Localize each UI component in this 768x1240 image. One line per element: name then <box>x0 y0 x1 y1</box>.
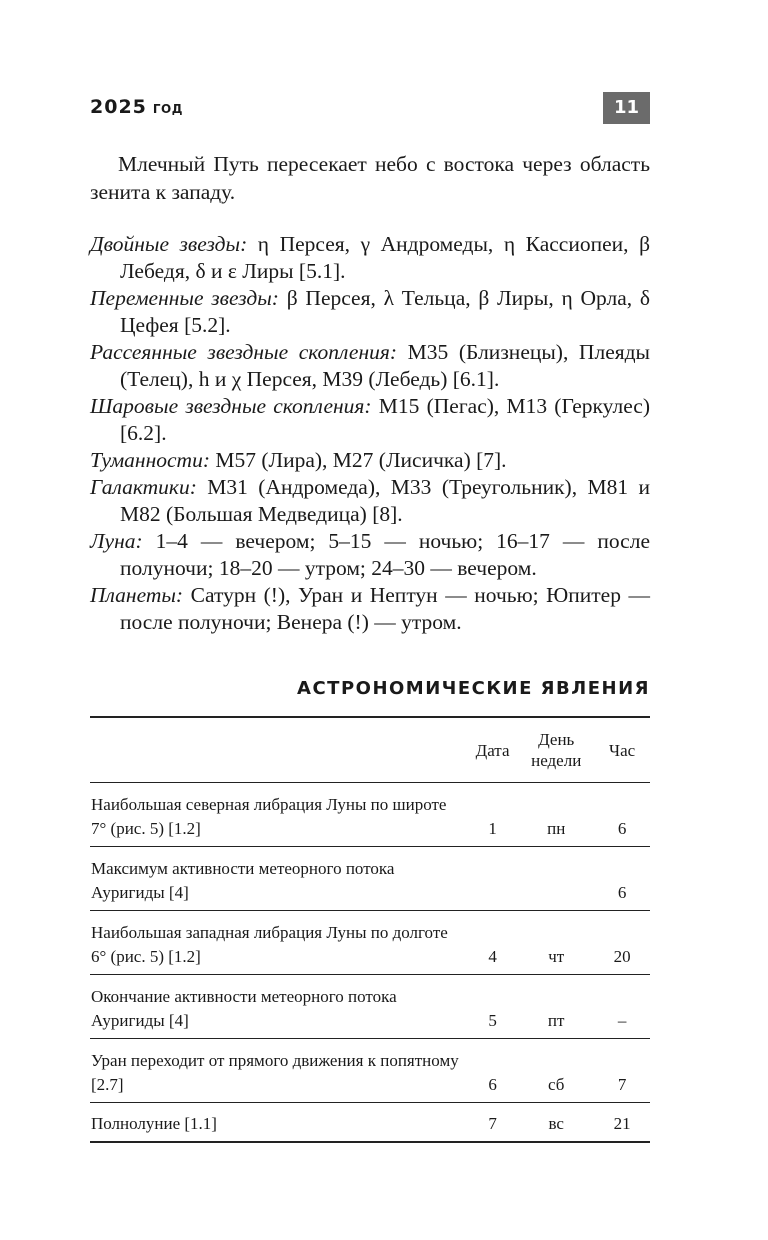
hour-cell: 21 <box>594 1103 650 1143</box>
running-header <box>90 96 183 118</box>
date-cell <box>467 847 518 911</box>
table-header-row <box>90 717 650 783</box>
table-row <box>90 911 650 975</box>
object-item-open-clusters <box>90 339 650 393</box>
event-cell: Наибольшая западная либрация Луны по долготе 6° (рис. 5) [1.2] <box>90 911 467 975</box>
event-cell: Наибольшая северная либрация Луны по широте 7° (рис. 5) [1.2] <box>90 783 467 847</box>
object-item-variable-stars <box>90 285 650 339</box>
event-cell: Уран переходит от прямого движения к попятному [2.7] <box>90 1039 467 1103</box>
section-title: АСТРОНОМИЧЕСКИЕ ЯВЛЕНИЯ <box>297 678 650 699</box>
day-of-week-cell: пн <box>518 783 594 847</box>
object-label: Переменные звезды: <box>90 286 279 310</box>
header-date: Дата <box>467 717 518 783</box>
object-label: Галактики: <box>90 475 197 499</box>
hour-cell: 7 <box>594 1039 650 1103</box>
events-table <box>90 716 650 1143</box>
header-year: 2025 <box>90 96 147 118</box>
page-number: 11 <box>603 92 650 124</box>
table-row <box>90 847 650 911</box>
day-of-week-cell: пт <box>518 975 594 1039</box>
object-text: β Персея, λ Тельца, β Лиры, η Орла, δ Цефея [5.2]. <box>120 286 650 337</box>
table-row <box>90 783 650 847</box>
object-item-double-stars <box>90 231 650 285</box>
object-label: Шаровые звездные скопления: <box>90 394 372 418</box>
object-label: Планеты: <box>90 583 184 607</box>
object-text: М35 (Близнецы), Плеяды (Телец), h и χ Персея, М39 (Лебедь) [6.1]. <box>120 340 651 391</box>
event-cell: Окончание активности метеорного потока Ауригиды [4] <box>90 975 467 1039</box>
object-label: Рассеянные звездные скопления: <box>90 340 398 364</box>
table-row <box>90 975 650 1039</box>
hour-cell: 6 <box>594 847 650 911</box>
table-row <box>90 1103 650 1143</box>
intro-paragraph: Млечный Путь пересекает небо с востока через область зенита к западу. <box>90 152 650 204</box>
day-of-week-cell <box>518 847 594 911</box>
object-text: М31 (Андромеда), М33 (Треугольник), М81 и М82 (Большая Медведица) [8]. <box>120 475 651 526</box>
object-text: М57 (Лира), М27 (Лисичка) [7]. <box>215 448 507 472</box>
event-cell: Максимум активности метеорного потока Ауригиды [4] <box>90 847 467 911</box>
date-cell: 4 <box>467 911 518 975</box>
object-text: М15 (Пегас), М13 (Геркулес) [6.2]. <box>120 394 651 445</box>
object-label: Двойные звезды: <box>90 232 248 256</box>
object-item-planets <box>90 582 650 636</box>
object-label: Луна: <box>90 529 143 553</box>
event-cell: Полнолуние [1.1] <box>90 1103 467 1143</box>
day-of-week-cell: сб <box>518 1039 594 1103</box>
hour-cell: 6 <box>594 783 650 847</box>
date-cell: 7 <box>467 1103 518 1143</box>
date-cell: 5 <box>467 975 518 1039</box>
day-of-week-cell: чт <box>518 911 594 975</box>
table-row <box>90 1039 650 1103</box>
header-hour: Час <box>594 717 650 783</box>
date-cell: 1 <box>467 783 518 847</box>
object-text: η Персея, γ Андромеды, η Кассиопеи, β Лебедя, δ и ε Лиры [5.1]. <box>120 232 651 283</box>
object-label: Туманности: <box>90 448 210 472</box>
hour-cell: – <box>594 975 650 1039</box>
object-item-globular-clusters <box>90 393 650 447</box>
object-text: Сатурн (!), Уран и Нептун — ночью; Юпитер — после полуночи; Венера (!) — утром. <box>120 583 651 634</box>
object-item-galaxies <box>90 474 650 528</box>
header-event <box>90 717 467 783</box>
header-year-unit: ГОД <box>152 102 183 116</box>
header-day-of-week: День недели <box>518 717 594 783</box>
object-text: 1–4 — вечером; 5–15 — ночью; 16–17 — после полуночи; 18–20 — утром; 24–30 — вечером. <box>120 529 650 580</box>
object-item-nebulae <box>90 447 650 474</box>
observable-objects-list <box>90 231 650 636</box>
date-cell: 6 <box>467 1039 518 1103</box>
hour-cell: 20 <box>594 911 650 975</box>
object-item-moon <box>90 528 650 582</box>
day-of-week-cell: вс <box>518 1103 594 1143</box>
